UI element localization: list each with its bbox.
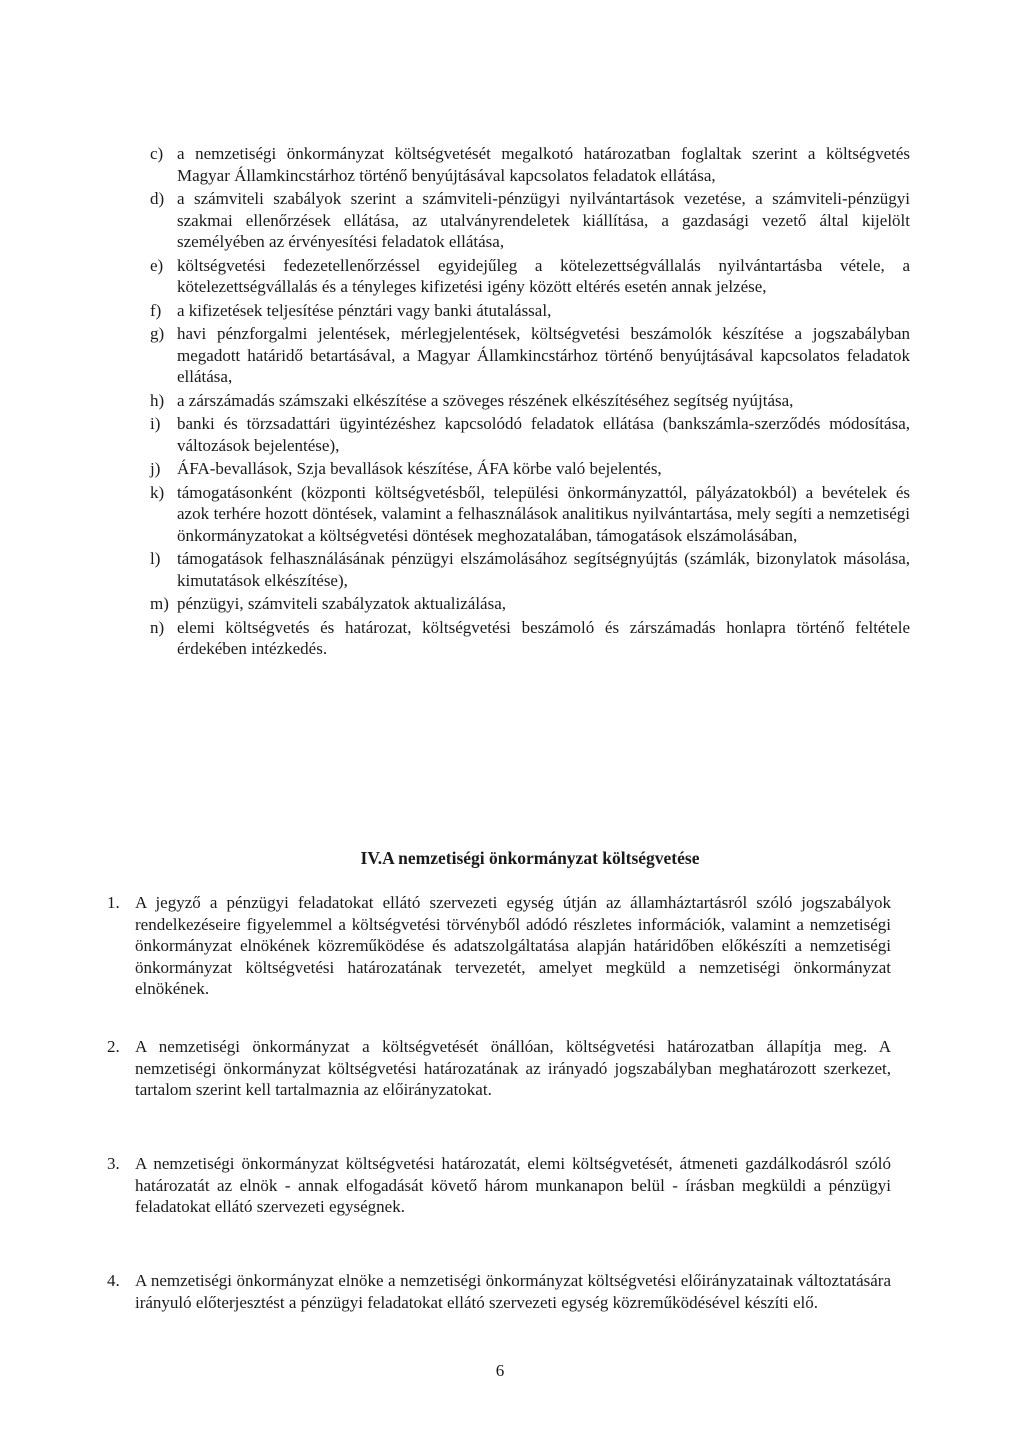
list-marker: d): [150, 189, 165, 208]
list-item-f: [150, 300, 910, 322]
list-marker: i): [150, 414, 161, 433]
section-heading: IV.A nemzetiségi önkormányzat költségvetése: [360, 848, 700, 868]
paragraph-text: A nemzetiségi önkormányzat a költségvetését önállóan, költségvetési határozatban állapítja meg. A nemzetiségi önkormányzat költségvetési határozatának az irányadó jogszabályban meghatározott szerkezet, tartalom szerint kell tartalmaznia az előirányzatokat.: [135, 1037, 891, 1099]
list-marker: f): [150, 300, 162, 320]
list-item-text: havi pénzforgalmi jelentések, mérlegjelentések, költségvetési beszámolók készítése a jogszabályban megadott határidő betartásával, a Magyar Államkincstárhoz történő benyújtásával kapcsolatos feladatok ellátása,: [177, 324, 910, 386]
paragraph-number: 4.: [107, 1271, 120, 1290]
list-item-d: [150, 188, 910, 253]
numbered-paragraph-3: [107, 1153, 891, 1218]
numbered-paragraph-4: [107, 1270, 891, 1313]
list-marker: g): [150, 324, 165, 343]
list-marker: h): [150, 390, 165, 410]
paragraph-text: A nemzetiségi önkormányzat elnöke a nemzetiségi önkormányzat költségvetési előirányzatainak változtatására irányuló előterjesztést a pénzügyi feladatokat ellátó szervezeti egység közreműködésével készíti elő.: [135, 1271, 891, 1312]
list-item-text: a zárszámadás számszaki elkészítése a szöveges részének elkészítéséhez segítség nyújtása,: [177, 390, 794, 410]
page-number: 6: [495, 1361, 505, 1380]
numbered-paragraph-2: [107, 1036, 891, 1101]
list-item-text: a nemzetiségi önkormányzat költségvetését megalkotó határozatban foglaltak szerint a költségvetés Magyar Államkincstárhoz történő benyújtásával kapcsolatos feladatok ellátása,: [177, 144, 910, 185]
list-marker: k): [150, 482, 165, 502]
list-marker: e): [150, 255, 164, 275]
list-item-text: költségvetési fedezetellenőrzéssel egyidejűleg a kötelezettségvállalás nyilvántartásba vétele, a kötelezettségvállalás és a tényleges kifizetési igény között eltérés esetén annak jelzése,: [177, 255, 910, 296]
list-item-text: a számviteli szabályok szerint a számviteli-pénzügyi nyilvántartások vezetése, a számviteli-pénzügyi szakmai ellenőrzések ellátása, az utalványrendeletek kiállítása, a gazdasági vezető által kijelölt személyében az érvényesítési feladatok ellátása,: [177, 189, 910, 251]
paragraph-number: 1.: [107, 893, 120, 912]
list-item-g: [150, 323, 910, 388]
list-item-h: [150, 390, 910, 412]
list-item-n: [150, 617, 910, 660]
list-item-text: ÁFA-bevallások, Szja bevallások készítése, ÁFA körbe való bejelentés,: [177, 459, 662, 478]
paragraph-text: A jegyző a pénzügyi feladatokat ellátó szervezeti egység útján az államháztartásról szóló jogszabályok rendelkezéseire figyelemmel a költségvetési törvényből adódó részletes információk, valamint a nemzetiségi önkormányzat elnökének közreműködése és adatszolgáltatása alapján határidőben előkészíti a nemzetiségi önkormányzat költségvetési határozatának tervezetét, amelyet megküld a nemzetiségi önkormányzat elnökének.: [135, 893, 891, 998]
list-marker: l): [150, 549, 161, 568]
list-item-text: pénzügyi, számviteli szabályzatok aktualizálása,: [177, 594, 507, 613]
list-marker: j): [150, 459, 161, 478]
list-item-i: [150, 413, 910, 456]
list-item-text: a kifizetések teljesítése pénztári vagy banki átutalással,: [177, 300, 552, 320]
list-item-c: [150, 143, 910, 186]
paragraph-number: 3.: [107, 1154, 120, 1173]
list-item-text: támogatások felhasználásának pénzügyi elszámolásához segítségnyújtás (számlák, bizonylatok másolása, kimutatások elkészítése),: [177, 549, 910, 590]
list-item-text: elemi költségvetés és határozat, költségvetési beszámoló és zárszámadás honlapra történő feltétele érdekében intézkedés.: [177, 617, 910, 658]
list-item-k: [150, 482, 910, 547]
list-item-j: [150, 458, 910, 480]
list-marker: n): [150, 617, 165, 637]
list-marker: m): [150, 594, 169, 613]
numbered-paragraph-1: [107, 892, 891, 1000]
list-item-text: banki és törzsadattári ügyintézéshez kapcsolódó feladatok ellátása (bankszámla-szerződés módosítása, változások bejelentése),: [177, 414, 910, 455]
list-item-m: [150, 593, 910, 615]
list-item-l: [150, 548, 910, 591]
task-list: [150, 143, 910, 662]
list-item-e: [150, 255, 910, 298]
paragraph-text: A nemzetiségi önkormányzat költségvetési határozatát, elemi költségvetését, átmeneti gazdálkodásról szóló határozatát az elnök - annak elfogadását követő három munkanapon belül - írásban megküldi a pénzügyi feladatokat ellátó szervezeti egységnek.: [135, 1154, 891, 1216]
list-marker: c): [150, 144, 164, 163]
paragraph-number: 2.: [107, 1037, 120, 1056]
list-item-text: támogatásonként (központi költségvetésből, települési önkormányzattól, pályázatokból) a bevételek és azok terhére hozott döntések, valamint a felhasználások analitikus nyilvántartása, mely segíti a nemzetiségi önkormányzatokat a költségvetési döntések meghozatalában, támogatások elszámolásában,: [177, 482, 910, 545]
